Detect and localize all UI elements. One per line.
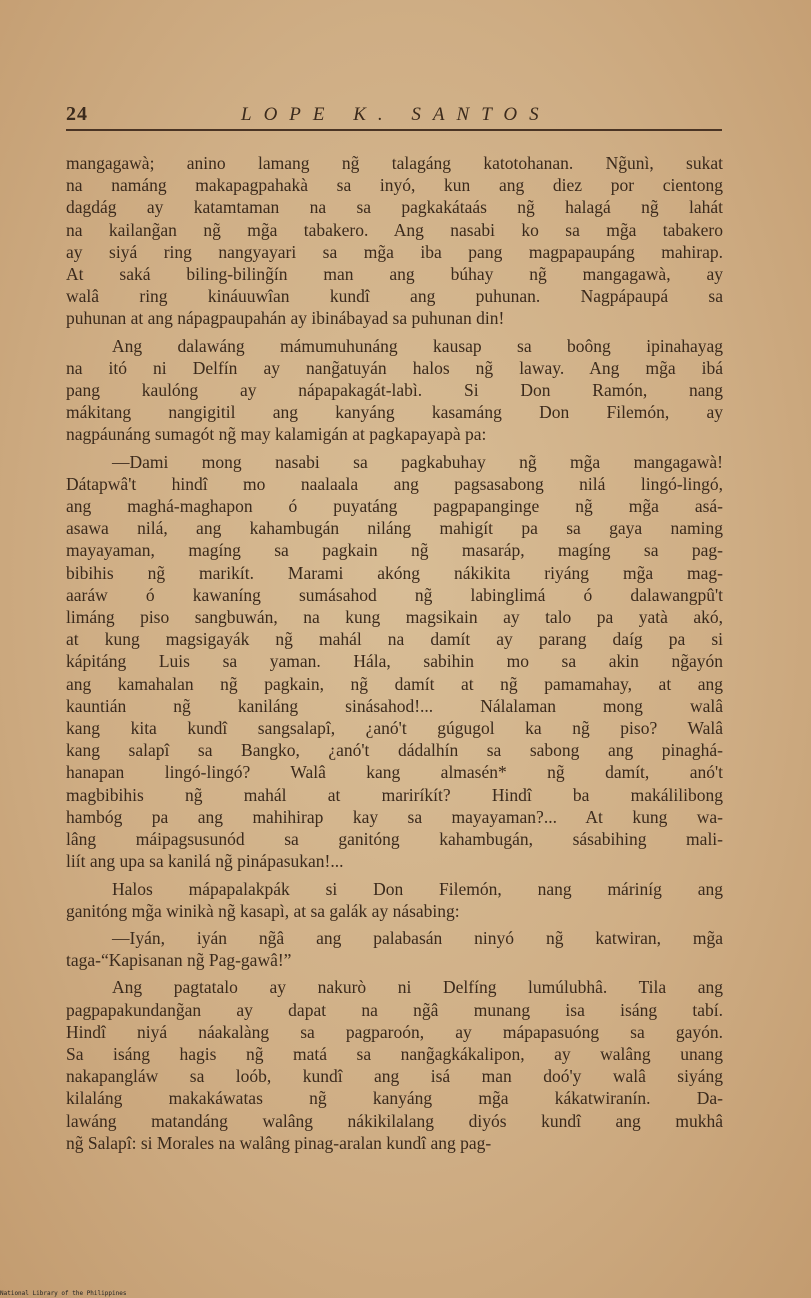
- text-line: ay siyá ring nangyayari sa mg̃a iba pang magpapaupáng mahirap.: [66, 241, 723, 262]
- text-line: taga-“Kapisanan ng̃ Pag-gawâ!”: [66, 950, 292, 971]
- page-number: 24: [66, 103, 88, 125]
- text-line: magbibihis ng̃ mahál at mariríkít? Hindî ba makálilibong: [66, 784, 723, 805]
- paragraph: [66, 878, 723, 922]
- text-line: liít ang upa sa kanilá ng̃ pinápasukan!...: [66, 851, 344, 872]
- text-line: na kailang̃an ng̃ mg̃a tabakero. Ang nasabi ko sa mg̃a tabakero: [66, 219, 723, 240]
- text-line: at kung magsigayák ng̃ mahál na damít ay parang daíg pa si: [66, 629, 723, 650]
- text-line: Ang pagtatalo ay nakurò ni Delfíng lumúlubhâ. Tila ang: [112, 977, 723, 998]
- text-line: lâng máipagsusunód sa ganitóng kahambugán, sásabihing mali-: [66, 829, 723, 850]
- text-line: kápitáng Luis sa yaman. Hála, sabihin mo sa akin ng̃ayón: [66, 651, 723, 672]
- text-line: kang kita kundî sangsalapî, ¿anó't gúgugol ka ng̃ piso? Walâ: [66, 718, 723, 739]
- paragraph: [66, 976, 723, 1154]
- text-line: mangagawà; anino lamang ng̃ talagáng katotohanan. Ng̃unì, sukat: [66, 153, 723, 173]
- text-line: bibihis ng̃ marikít. Marami akóng nákikita riyáng mg̃a mag-: [66, 562, 723, 583]
- text-line: kang salapî sa Bangko, ¿anó't dádalhín sa sabong ang pinaghá-: [66, 740, 723, 761]
- page-header: [66, 103, 722, 131]
- text-line: aaráw ó kawaníng sumásahod ng̃ labinglimá ó dalawangpû't: [66, 584, 723, 605]
- text-line: At saká biling-biling̃ín man ang búhay ng̃ mangagawà, ay: [66, 264, 723, 285]
- running-head: LOPE K. SANTOS: [241, 104, 551, 125]
- text-line: ang kamahalan ng̃ pagkain, ng̃ damít at ng̃ pamamahay, at ang: [66, 673, 723, 694]
- text-line: hanapan lingó-lingó? Walâ kang almasén* ng̃ damít, anó't: [66, 762, 723, 783]
- text-line: kauntián ng̃ kaniláng sinásahod!... Nálalaman mong walâ: [66, 695, 723, 716]
- paragraph: [66, 335, 723, 446]
- text-line: Hindî niyá náakalàng sa pagparoón, ay mápapasuóng sa gayón.: [66, 1021, 723, 1042]
- text-line: Sa isáng hagis ng̃ matá sa nang̃agkákalipon, ay walâng unang: [66, 1043, 723, 1064]
- text-line: puhunan at ang nápagpaupahán ay ibinábayad sa puhunan din!: [66, 308, 505, 329]
- text-line: mákitang nangigitil ang kanyáng kasamáng Don Filemón, ay: [66, 402, 723, 423]
- text-line: kilaláng makakáwatas ng̃ kanyáng mg̃a kákatwiranín. Da-: [66, 1088, 723, 1109]
- paragraph: [66, 152, 723, 330]
- text-line: lawáng matandáng walâng nákikilalang diyós kundî ang mukhâ: [66, 1110, 723, 1131]
- text-line: ang maghá-maghapon ó puyatáng pagpapanginge ng̃ mg̃a asá-: [66, 496, 723, 517]
- text-line: hambóg pa ang mahihirap kay sa mayayaman?... At kung wa-: [66, 806, 723, 827]
- paragraph: [66, 927, 723, 971]
- text-line: Ang dalawáng mámumuhunáng kausap sa boông ipinahayag: [112, 335, 723, 356]
- text-line: pang kaulóng ay nápapakagát-labì. Si Don Ramón, nang: [66, 380, 723, 401]
- text-line: dagdág ay katamtaman na sa pagkakátaás ng̃ halagá ng̃ lahát: [66, 197, 723, 218]
- text-line: mayayaman, magíng sa pagkain ng̃ masaráp, magíng sa pag-: [66, 540, 723, 561]
- text-line: walâ ring kináuuwîan kundî ang puhunan. Nagpápaupá sa: [66, 286, 723, 307]
- text-line: —Iyán, iyán ng̃â ang palabasán ninyó ng̃ katwiran, mg̃a: [112, 927, 723, 948]
- text-line: na namáng makapagpahakà sa inyó, kun ang diez por cientong: [66, 175, 723, 196]
- library-watermark: National Library of the Philippines: [0, 1290, 127, 1297]
- text-line: na itó ni Delfín ay nang̃atuyán halos ng̃ laway. Ang mg̃a ibá: [66, 357, 723, 378]
- text-line: Dátapwâ't hindî mo naalaala ang pagsasabong nilá lingó-lingó,: [66, 473, 723, 494]
- body-text: [66, 152, 723, 1154]
- text-line: limáng piso sangbuwán, na kung magsikain ay talo pa yatà akó,: [66, 607, 723, 628]
- text-line: asawa nilá, ang kahambugán niláng mahigít pa sa gaya naming: [66, 518, 723, 539]
- text-line: Halos mápapalakpák si Don Filemón, nang máriníg ang: [112, 878, 723, 899]
- text-line: pagpapakundang̃an ay dapat na ng̃â munang isa isáng tabí.: [66, 999, 723, 1020]
- text-line: nagpáunáng sumagót ng̃ may kalamigán at pagkapayapà pa:: [66, 424, 487, 445]
- text-line: —Dami mong nasabi sa pagkabuhay ng̃ mg̃a mangagawà!: [112, 451, 723, 472]
- text-line: ng̃ Salapî: si Morales na walâng pinag-aralan kundî ang pag-: [66, 1132, 492, 1153]
- paragraph: [66, 451, 723, 873]
- text-line: nakapangláw sa loób, kundî ang isá man doó'y walâ siyáng: [66, 1066, 723, 1087]
- text-line: ganitóng mg̃a winikà ng̃ kasapì, at sa galák ay násabing:: [66, 900, 460, 921]
